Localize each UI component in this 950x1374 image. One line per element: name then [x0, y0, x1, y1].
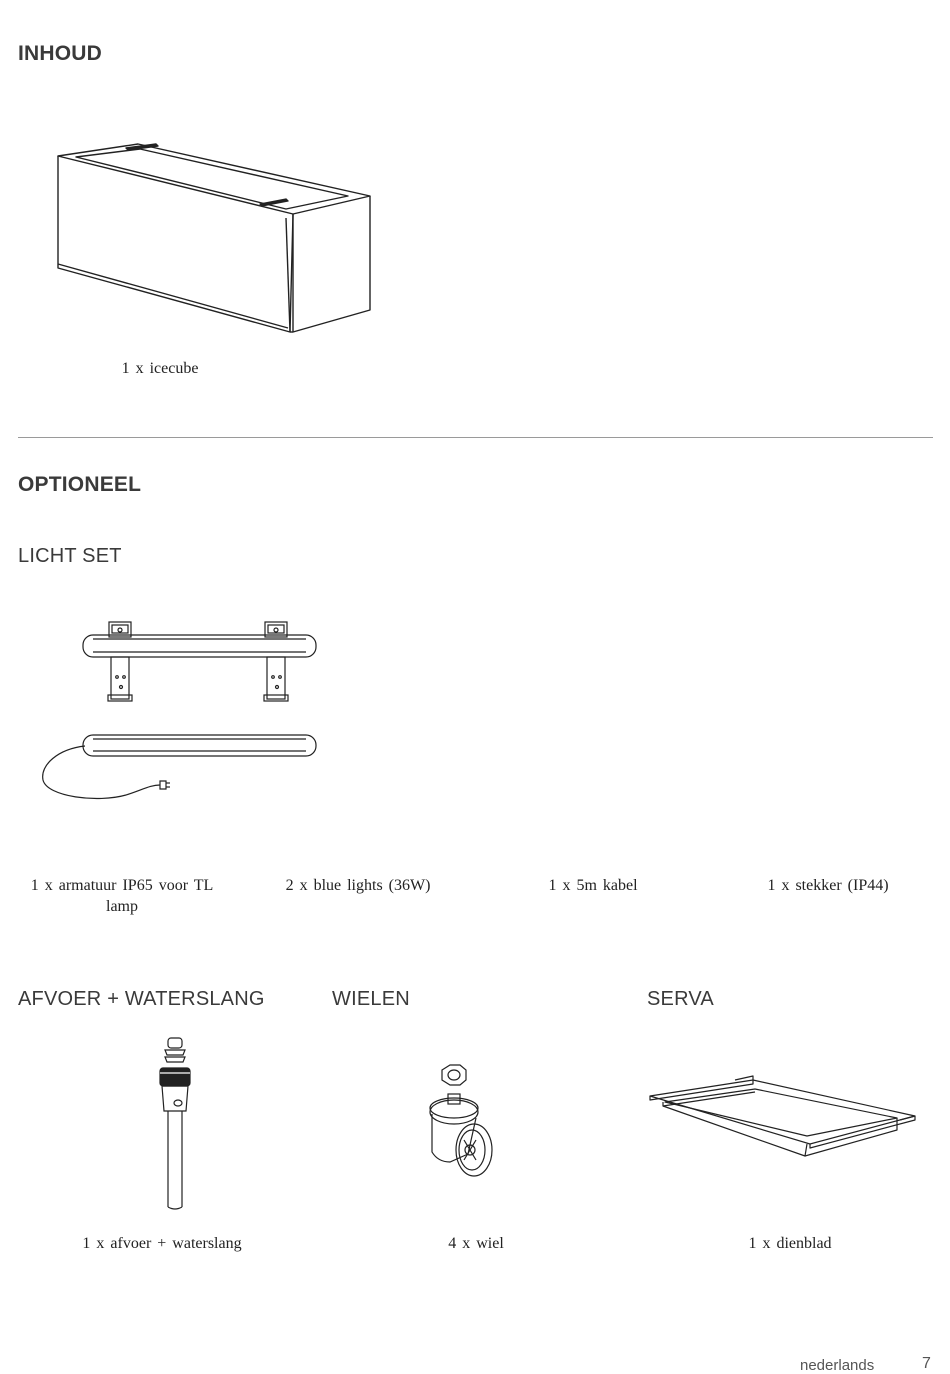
- castor-wheel-illustration: [420, 1062, 510, 1187]
- subheading-drain: AFVOER + WATERSLANG: [18, 988, 265, 1010]
- light-set-item-4: 1 x stekker (IP44): [767, 877, 889, 894]
- tray-caption: 1 x dienblad: [748, 1235, 832, 1252]
- page-number: 7: [922, 1355, 931, 1372]
- planter-box-illustration: [50, 140, 380, 340]
- light-set-item-2: 2 x blue lights (36W): [285, 877, 431, 894]
- footer-language: nederlands: [800, 1357, 875, 1374]
- light-set-item-1: 1 x armatuur IP65 voor TL lamp: [30, 877, 214, 915]
- light-set-item-3: 1 x 5m kabel: [548, 877, 638, 894]
- drain-caption: 1 x afvoer + waterslang: [82, 1235, 242, 1252]
- light-fixture-illustration: [38, 615, 328, 805]
- drain-hose-illustration: [148, 1035, 208, 1215]
- serving-tray-illustration: [645, 1072, 920, 1164]
- icecube-caption: 1 x icecube: [121, 360, 199, 377]
- wheels-caption: 4 x wiel: [448, 1235, 504, 1252]
- section-heading-contents: INHOUD: [18, 42, 103, 65]
- subheading-tray: SERVA: [647, 988, 714, 1010]
- section-heading-optional: OPTIONEEL: [18, 473, 142, 496]
- subheading-wheels: WIELEN: [332, 988, 410, 1010]
- section-divider: [18, 437, 933, 438]
- subheading-light-set: LICHT SET: [18, 545, 122, 567]
